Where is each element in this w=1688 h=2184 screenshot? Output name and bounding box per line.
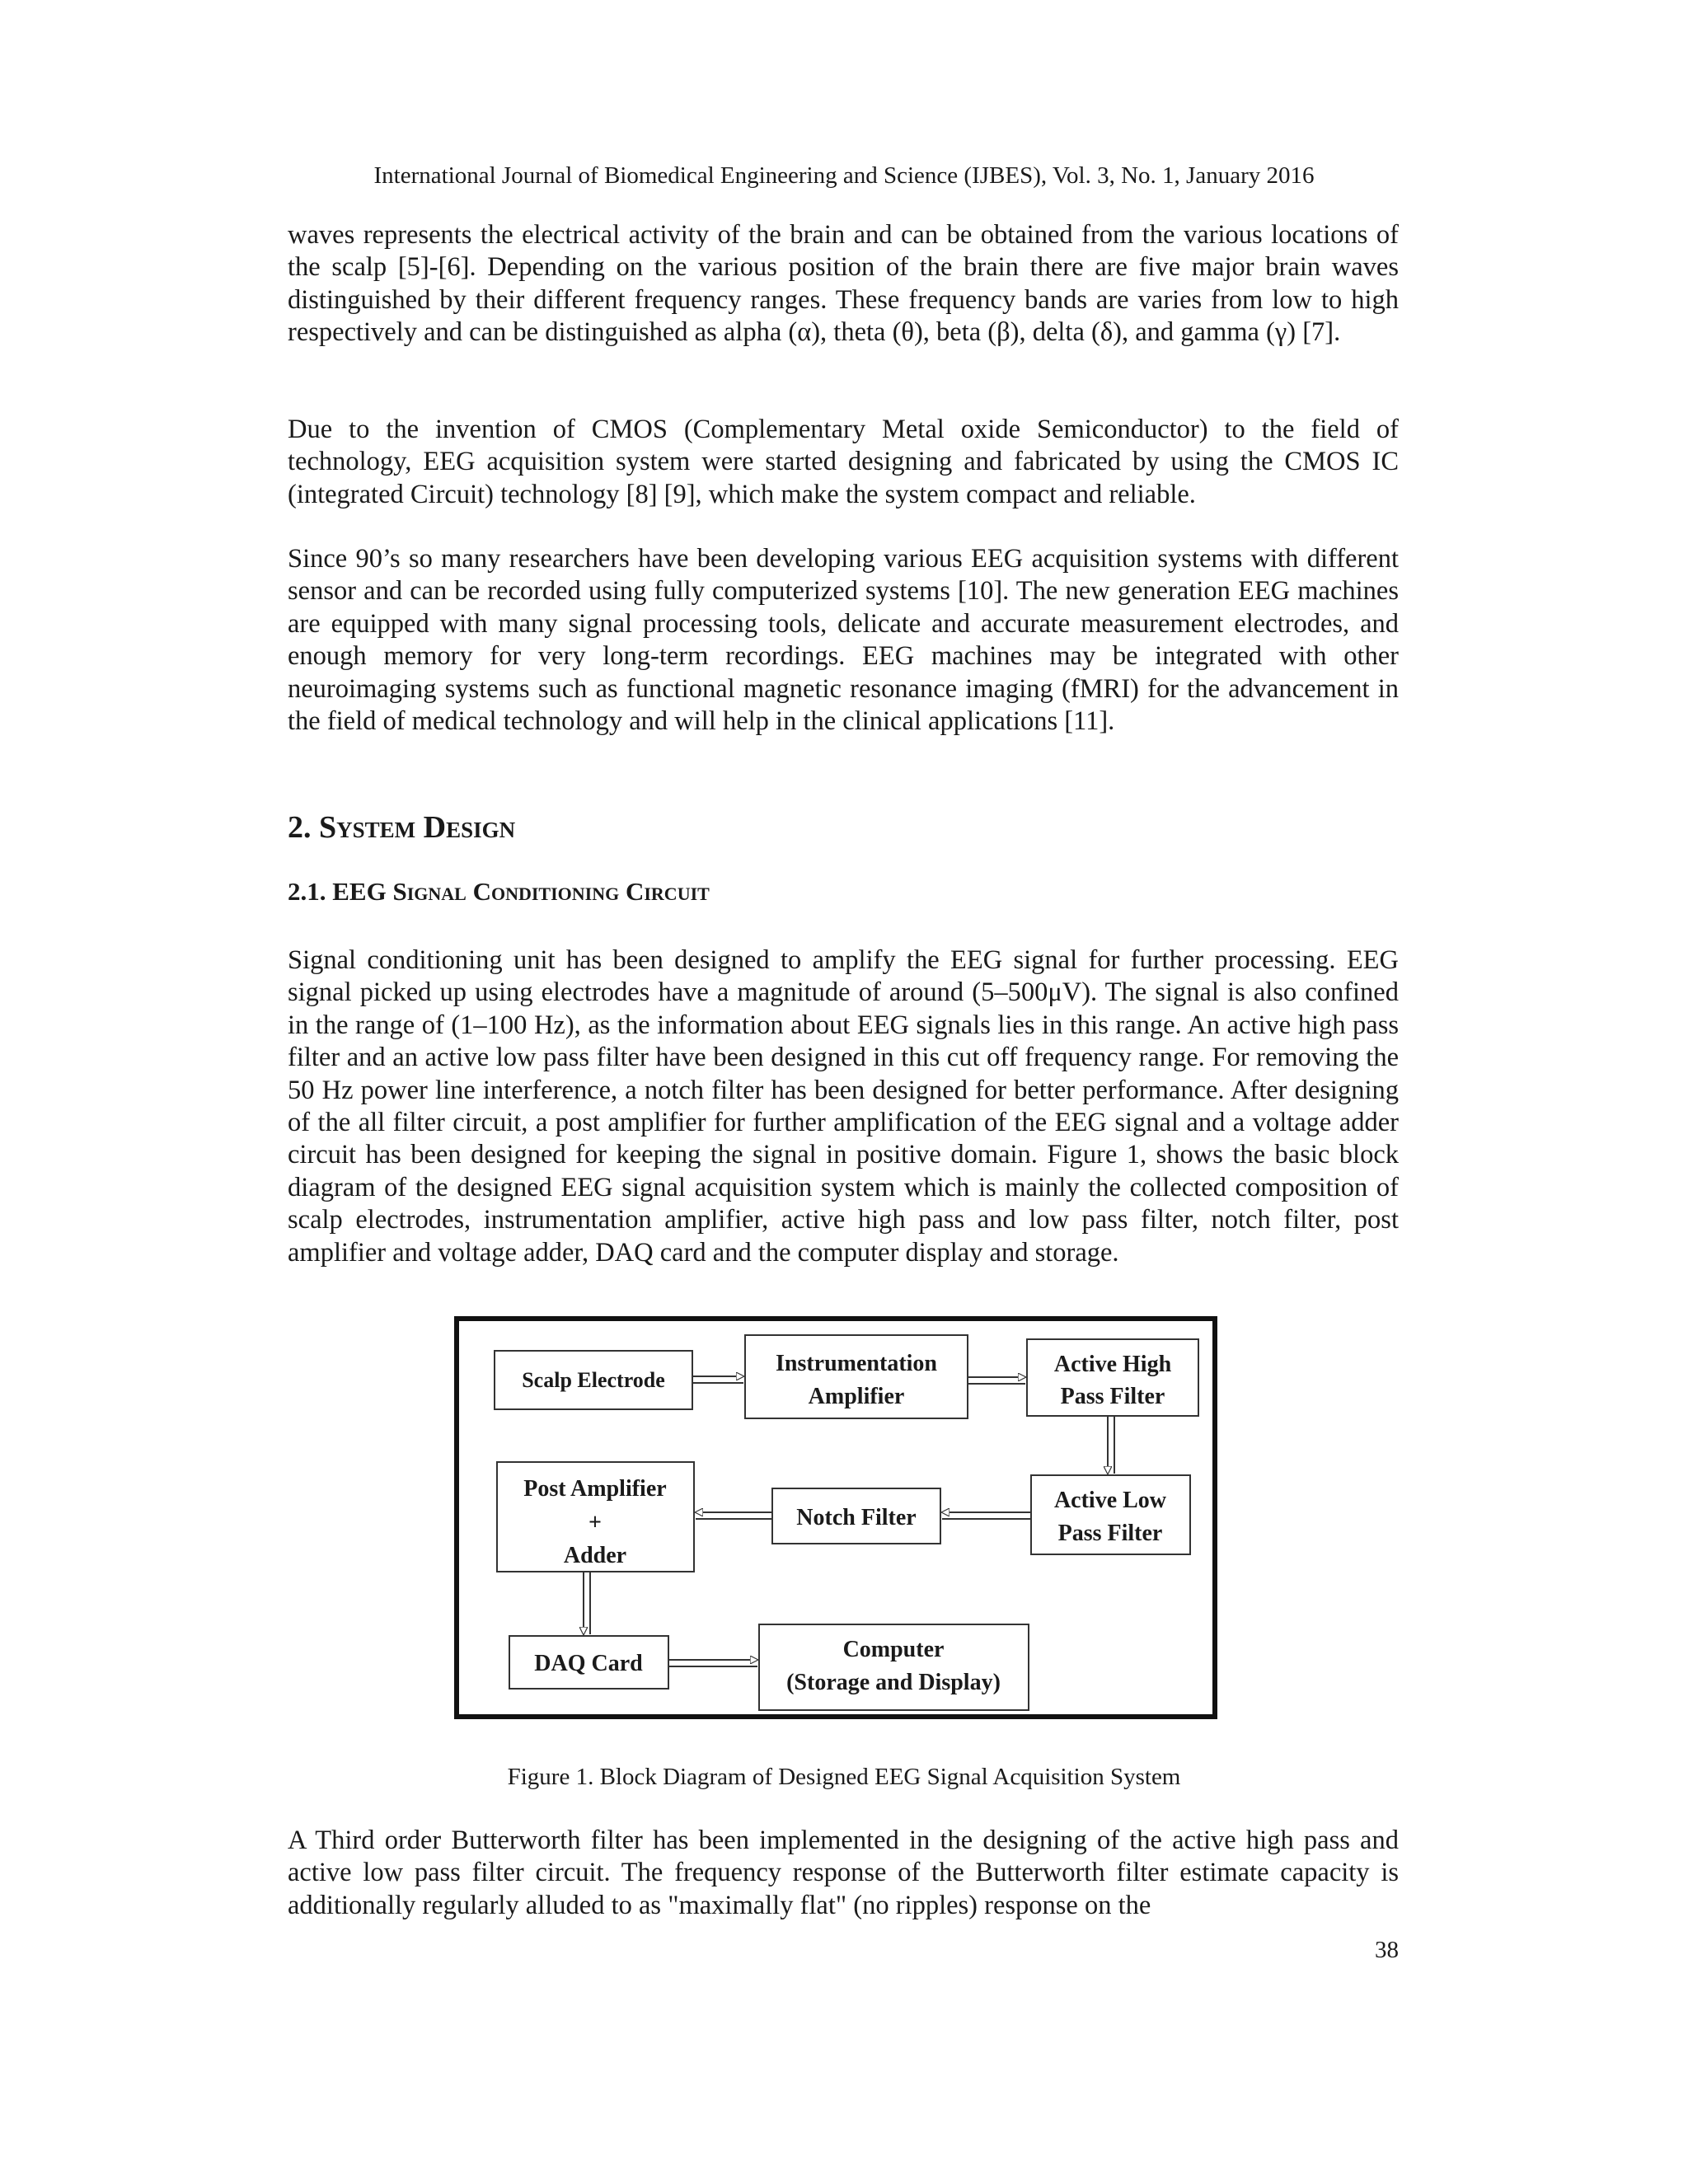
label-lpf-line1: Active Low	[1053, 1488, 1167, 1513]
figure-caption: Figure 1. Block Diagram of Designed EEG Signal Acquisition System	[507, 1764, 1181, 1790]
label-plus: +	[588, 1510, 602, 1535]
subsection-heading: 2.1. EEG Signal Conditioning Circuit	[288, 877, 710, 906]
label-hpf-line1: Active High	[1053, 1352, 1172, 1377]
label-instrumentation-line2: Amplifier	[808, 1384, 905, 1409]
paragraph-brain-waves: waves represents the electrical activity of the brain and can be obtained from the various locations of the scalp [5]-[6]. Depending on the various position of the brain there are five major brain waves distinguished by their different frequency ranges. These frequency bands are varies from low to high respectively and can be distinguished as alpha (α), theta (θ), beta (β), delta (δ), and gamma (γ) [7].	[288, 220, 1399, 348]
label-scalp-electrode: Scalp Electrode	[522, 1368, 665, 1392]
paragraph-researchers: Since 90’s so many researchers have been developing various EEG acquisition systems with different sensor and can be recorded using fully computerized systems [10]. The new generation EEG machines are equipped with many signal processing tools, delicate and accurate measurement electrodes, and enough memory for very long-term recordings. EEG machines may be integrated with other neuroimaging systems such as functional magnetic resonance imaging (fMRI) for the advancement in the field of medical technology and will help in the clinical applications [11].	[288, 544, 1399, 737]
label-notch-filter: Notch Filter	[796, 1505, 917, 1530]
label-lpf-line2: Pass Filter	[1057, 1521, 1163, 1546]
label-computer: Computer	[842, 1637, 945, 1662]
section-heading: 2. System Design	[288, 810, 516, 845]
label-daq-card: DAQ Card	[534, 1651, 643, 1676]
label-adder: Adder	[563, 1543, 627, 1568]
label-storage-display: (Storage and Display)	[786, 1670, 1001, 1695]
label-post-amplifier: Post Amplifier	[523, 1476, 667, 1502]
paragraph-butterworth: A Third order Butterworth filter has been implemented in the designing of the active high pass and active low pass filter circuit. The frequency response of the Butterworth filter estimate capacity is additionally regularly alluded to as "maximally flat" (no ripples) response on the	[288, 1825, 1399, 1920]
label-hpf-line2: Pass Filter	[1060, 1384, 1165, 1409]
running-header: International Journal of Biomedical Engineering and Science (IJBES), Vol. 3, No. 1, January 2016	[373, 162, 1315, 189]
paragraph-signal-conditioning: Signal conditioning unit has been designed to amplify the EEG signal for further processing. EEG signal picked up using electrodes have a magnitude of around (5–500μV). The signal is also confined in the range of (1–100 Hz), as the information about EEG signals lies in this range. An active high pass filter and an active low pass filter have been designed in this cut off frequency range. For removing the 50 Hz power line interference, a notch filter has been designed for better performance. After designing of the all filter circuit, a post amplifier for further amplification of the EEG signal and a voltage adder circuit has been designed for keeping the signal in positive domain. Figure 1, shows the basic block diagram of the designed EEG signal acquisition system which is mainly the collected composition of scalp electrodes, instrumentation amplifier, active high pass and low pass filter, notch filter, post amplifier and voltage adder, DAQ card and the computer display and storage.	[288, 945, 1399, 1268]
block-diagram	[459, 1321, 1222, 1724]
paragraph-cmos: Due to the invention of CMOS (Complementary Metal oxide Semiconductor) to the field of technology, EEG acquisition system were started designing and fabricated by using the CMOS IC (integrated Circuit) technology [8] [9], which make the system compact and reliable.	[288, 415, 1399, 509]
block-diagram-figure	[454, 1316, 1217, 1719]
page-number: 38	[1375, 1937, 1399, 1963]
label-instrumentation-line1: Instrumentation	[775, 1351, 938, 1376]
